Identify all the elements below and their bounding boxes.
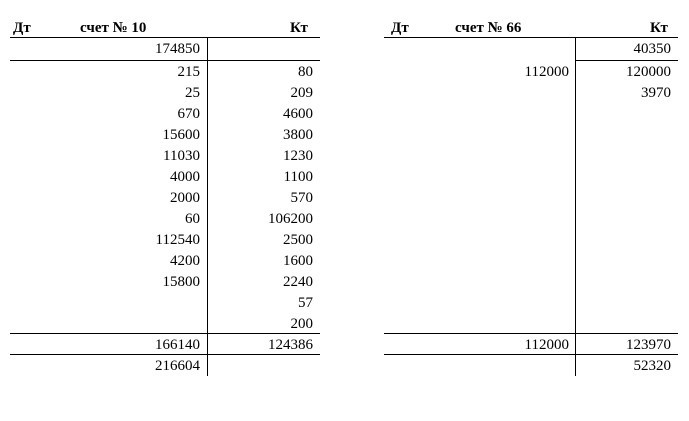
entry-debit: 112000 bbox=[524, 64, 569, 80]
entry-credit: 1230 bbox=[283, 148, 313, 164]
entry-credit: 120000 bbox=[626, 64, 671, 80]
turnover-debit: 166140 bbox=[155, 337, 200, 353]
turnover-top-line bbox=[10, 333, 320, 334]
opening-debit: 174850 bbox=[155, 41, 200, 57]
entry-credit: 570 bbox=[290, 190, 313, 206]
entry-debit bbox=[60, 314, 200, 335]
closing-debit: 216604 bbox=[155, 358, 200, 374]
entry-credit: 57 bbox=[298, 295, 313, 311]
entry-credit: 80 bbox=[298, 64, 313, 80]
entry-debit: 215 bbox=[177, 64, 200, 80]
entry-credit: 106200 bbox=[268, 211, 313, 227]
entry-debit: 11030 bbox=[163, 148, 200, 164]
entry-debit: 4000 bbox=[170, 169, 200, 185]
entry-debit: 25 bbox=[185, 85, 200, 101]
entry-debit: 2000 bbox=[170, 190, 200, 206]
entry-debit: 112540 bbox=[155, 232, 200, 248]
turnover-credit: 124386 bbox=[268, 337, 313, 353]
debit-label: Дт bbox=[391, 20, 409, 36]
header-underline bbox=[384, 37, 678, 38]
credit-label: Кт bbox=[650, 20, 668, 36]
account-title: счет № 10 bbox=[80, 20, 147, 36]
entry-credit: 1600 bbox=[283, 253, 313, 269]
turnover-top-line bbox=[384, 333, 678, 334]
closing-credit: 52320 bbox=[633, 358, 671, 374]
entry-credit: 200 bbox=[290, 316, 313, 332]
entry-debit: 670 bbox=[177, 106, 200, 122]
opening-underline bbox=[576, 60, 678, 61]
opening-credit: 40350 bbox=[633, 41, 671, 57]
center-divider bbox=[207, 38, 208, 376]
credit-label: Кт bbox=[290, 20, 308, 36]
header-underline bbox=[10, 37, 320, 38]
entry-debit bbox=[60, 293, 200, 314]
entry-credit: 3970 bbox=[641, 85, 671, 101]
entry-credit: 4600 bbox=[283, 106, 313, 122]
entry-credit: 209 bbox=[290, 85, 313, 101]
entry-credit: 2240 bbox=[283, 274, 313, 290]
entry-debit: 60 bbox=[185, 211, 200, 227]
entry-debit bbox=[430, 83, 569, 104]
entry-debit: 4200 bbox=[170, 253, 200, 269]
turnover-bottom-line bbox=[10, 354, 320, 355]
turnover-bottom-line bbox=[384, 354, 678, 355]
entry-credit: 1100 bbox=[283, 169, 313, 185]
turnover-credit: 123970 bbox=[626, 337, 671, 353]
entry-debit: 15600 bbox=[162, 127, 200, 143]
entry-credit: 2500 bbox=[283, 232, 313, 248]
turnover-debit: 112000 bbox=[524, 337, 569, 353]
opening-underline bbox=[10, 60, 320, 61]
entry-credit: 3800 bbox=[283, 127, 313, 143]
account-title: счет № 66 bbox=[455, 20, 522, 36]
debit-label: Дт bbox=[13, 20, 31, 36]
entry-debit: 15800 bbox=[162, 274, 200, 290]
